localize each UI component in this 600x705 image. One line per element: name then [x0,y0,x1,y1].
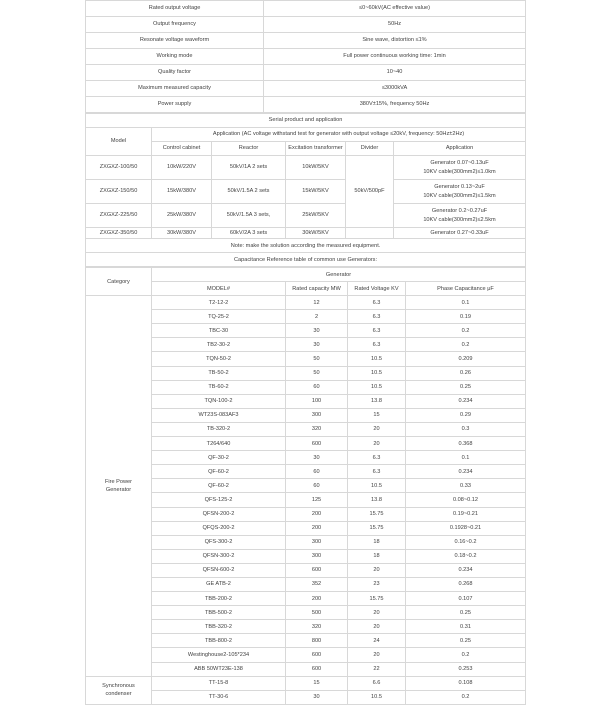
table-row [86,180,526,204]
capacitance-header-row-2 [86,282,526,296]
serial-application: Generator 0.27~0.33uF [394,228,526,239]
table-row [86,493,526,507]
generator-phase-capacitance: 0.209 [406,352,526,366]
serial-application [394,180,526,204]
generator-voltage: 6.3 [348,324,406,338]
column-header-rated-capacity: Rated capacity MW [286,282,348,296]
generator-phase-capacitance: 0.08~0.12 [406,493,526,507]
generator-phase-capacitance: 0.18~0.2 [406,549,526,563]
column-header-reactor: Reactor [212,142,286,156]
generator-capacity: 50 [286,352,348,366]
generator-phase-capacitance: 0.2 [406,338,526,352]
spec-label: Resonate voltage waveform [86,33,264,49]
serial-product-table [85,113,526,267]
generator-voltage: 6.6 [348,676,406,690]
category-label-line1: Synchronous [102,683,135,690]
generator-capacity: 300 [286,549,348,563]
serial-reactor: 50kV/1.5A 2 sets [212,180,286,204]
table-row [86,81,526,97]
generator-model: GE ATB-2 [152,577,286,591]
generator-phase-capacitance: 0.19~0.21 [406,507,526,521]
generator-voltage: 20 [348,437,406,451]
column-header-model: Model [86,128,152,156]
generator-capacity: 320 [286,620,348,634]
generator-phase-capacitance: 0.368 [406,437,526,451]
generator-voltage: 15 [348,408,406,422]
generator-model: TBC-30 [152,324,286,338]
table-row [86,634,526,648]
generator-capacity: 30 [286,451,348,465]
generator-capacity: 60 [286,479,348,493]
serial-model: ZXGXZ-150/50 [86,180,152,204]
generator-model: TQN-100-2 [152,394,286,408]
table-row [86,690,526,704]
generator-model: QF-60-2 [152,479,286,493]
generator-model: TBB-500-2 [152,606,286,620]
generator-phase-capacitance: 0.1 [406,451,526,465]
generator-capacity: 2 [286,310,348,324]
table-row [86,17,526,33]
generator-model: QFSN-600-2 [152,563,286,577]
generator-phase-capacitance: 0.253 [406,662,526,676]
generator-phase-capacitance: 0.108 [406,676,526,690]
serial-divider-empty [346,228,394,239]
generator-phase-capacitance: 0.2 [406,690,526,704]
table-row [86,465,526,479]
generator-voltage: 20 [348,422,406,436]
spec-value: 50Hz [264,17,526,33]
spec-label: Working mode [86,49,264,65]
generator-model: TQN-50-2 [152,352,286,366]
generator-model: T2-12-2 [152,296,286,310]
generator-model: QFSN-200-2 [152,507,286,521]
generator-phase-capacitance: 0.2 [406,324,526,338]
generator-model: WT23S-083AF3 [152,408,286,422]
category-label-line1: Fire Power [104,478,133,485]
serial-reactor: 60kV/2A 3 sets [212,228,286,239]
serial-application-line2: 10KV cable(300mm2)≤1.0km [423,168,496,175]
table-row [86,577,526,591]
serial-model: ZXGXZ-225/50 [86,204,152,228]
column-header-generator-group: Generator [152,268,526,282]
generator-capacity: 600 [286,662,348,676]
serial-application-line1: Generator 0.13~2uF [434,184,485,191]
spec-value: ≤3000kVA [264,81,526,97]
table-row [86,479,526,493]
table-row [86,563,526,577]
generator-phase-capacitance: 0.16~0.2 [406,535,526,549]
spec-value: 10~40 [264,65,526,81]
generator-voltage: 15.75 [348,592,406,606]
serial-application-line1: Generator 0.07~0.13uF [430,160,489,167]
generator-voltage: 20 [348,606,406,620]
generator-phase-capacitance: 0.268 [406,577,526,591]
generator-capacity: 30 [286,690,348,704]
table-row [86,676,526,690]
generator-voltage: 20 [348,563,406,577]
generator-model: TT-15-8 [152,676,286,690]
generator-capacity: 320 [286,422,348,436]
table-row [86,49,526,65]
generator-capacity: 600 [286,437,348,451]
generator-voltage: 23 [348,577,406,591]
serial-model: ZXGXZ-350/50 [86,228,152,239]
category-label-line2: Generator [105,486,132,493]
generator-model: QF-30-2 [152,451,286,465]
table-row [86,394,526,408]
spec-label: Power supply [86,97,264,113]
spec-sheet [85,0,525,705]
generator-voltage: 10.5 [348,380,406,394]
generator-voltage: 10.5 [348,690,406,704]
serial-header-row-1 [86,128,526,142]
generator-phase-capacitance: 0.234 [406,394,526,408]
column-header-control-cabinet: Control cabinet [152,142,212,156]
table-row [86,296,526,310]
generator-voltage: 18 [348,535,406,549]
generator-voltage: 13.8 [348,394,406,408]
generator-model: QFS-125-2 [152,493,286,507]
serial-control-cabinet: 15kW/380V [152,180,212,204]
generator-model: TBB-200-2 [152,592,286,606]
generator-capacity: 50 [286,366,348,380]
generator-voltage: 15.75 [348,507,406,521]
table-row [86,648,526,662]
generator-model: TB2-30-2 [152,338,286,352]
spec-value: 380V±15%, frequency 50Hz [264,97,526,113]
generator-model: TBB-320-2 [152,620,286,634]
capacitance-section-title-row [86,253,526,267]
category-label-synchronous-condenser [86,676,152,704]
column-header-model: MODEL# [152,282,286,296]
table-row [86,366,526,380]
generator-capacity: 100 [286,394,348,408]
generator-capacity: 60 [286,380,348,394]
generator-model: QF-60-2 [152,465,286,479]
table-row [86,592,526,606]
table-row [86,437,526,451]
table-row [86,451,526,465]
table-row [86,33,526,49]
generator-voltage: 6.3 [348,310,406,324]
generator-capacity: 60 [286,465,348,479]
generator-model: QFQS-200-2 [152,521,286,535]
generator-phase-capacitance: 0.3 [406,422,526,436]
generator-voltage: 10.5 [348,366,406,380]
generator-capacity: 300 [286,408,348,422]
generator-model: TBB-800-2 [152,634,286,648]
generator-phase-capacitance: 0.25 [406,380,526,394]
generator-phase-capacitance: 0.33 [406,479,526,493]
column-header-divider: Divider [346,142,394,156]
generator-capacity: 30 [286,324,348,338]
generator-capacity: 200 [286,521,348,535]
serial-header-row-2 [86,142,526,156]
specification-table [85,0,526,113]
serial-note-row [86,239,526,253]
generator-model: TB-320-2 [152,422,286,436]
serial-application-line1: Generator 0.2~0.27uF [431,208,488,215]
spec-value: Full power continuous working time: 1min [264,49,526,65]
table-row [86,324,526,338]
generator-phase-capacitance: 0.107 [406,592,526,606]
generator-phase-capacitance: 0.29 [406,408,526,422]
generator-voltage: 18 [348,549,406,563]
generator-model: TQ-25-2 [152,310,286,324]
table-row [86,310,526,324]
serial-section-title: Serial product and application [86,114,526,128]
column-header-excitation-transformer: Excitation transformer [286,142,346,156]
generator-voltage: 10.5 [348,352,406,366]
table-row [86,521,526,535]
capacitance-section-title: Capacitance Reference table of common use Generators: [86,253,526,267]
serial-model: ZXGXZ-100/50 [86,156,152,180]
capacitance-header-row-1 [86,268,526,282]
generator-phase-capacitance: 0.31 [406,620,526,634]
generator-capacity: 600 [286,648,348,662]
generator-voltage: 13.8 [348,493,406,507]
generator-capacity: 500 [286,606,348,620]
generator-voltage: 24 [348,634,406,648]
serial-control-cabinet: 25kW/380V [152,204,212,228]
serial-application-line2: 10KV cable(300mm2)≤1.5km [423,192,496,199]
table-row [86,1,526,17]
generator-model: ABB 50WT23E-138 [152,662,286,676]
serial-reactor: 50kV/1A 2 sets [212,156,286,180]
generator-capacity: 200 [286,507,348,521]
table-row [86,408,526,422]
generator-phase-capacitance: 0.1 [406,296,526,310]
table-row [86,620,526,634]
spec-value: ≤0~60kV(AC effective value) [264,1,526,17]
table-row [86,204,526,228]
generator-model: TT-30-6 [152,690,286,704]
table-row [86,97,526,113]
generator-voltage: 6.3 [348,465,406,479]
serial-reactor: 50kV/1.5A 3 sets, [212,204,286,228]
generator-model: T264/640 [152,437,286,451]
generator-capacity: 15 [286,676,348,690]
generator-capacity: 30 [286,338,348,352]
generator-capacity: 800 [286,634,348,648]
serial-control-cabinet: 30kW/380V [152,228,212,239]
serial-excitation-transformer: 30kW/5KV [286,228,346,239]
generator-model: QFS-300-2 [152,535,286,549]
capacitance-table-body [86,268,526,705]
generator-phase-capacitance: 0.2 [406,648,526,662]
generator-phase-capacitance: 0.25 [406,606,526,620]
generator-capacity: 600 [286,563,348,577]
category-label-line2: condenser [105,691,132,698]
serial-application-line2: 10KV cable(300mm2)≤2.5km [423,216,496,223]
column-header-application: Application [394,142,526,156]
table-row [86,228,526,239]
generator-model: TB-60-2 [152,380,286,394]
generator-voltage: 10.5 [348,479,406,493]
table-row [86,352,526,366]
table-row [86,422,526,436]
generator-capacity: 200 [286,592,348,606]
table-row [86,549,526,563]
serial-control-cabinet: 10kW/220V [152,156,212,180]
serial-application [394,204,526,228]
table-row [86,606,526,620]
serial-excitation-transformer: 10kW/5KV [286,156,346,180]
category-label-fire-power-generator [86,296,152,677]
capacitance-table [85,267,526,705]
table-row [86,507,526,521]
generator-voltage: 6.3 [348,296,406,310]
generator-voltage: 20 [348,620,406,634]
generator-voltage: 22 [348,662,406,676]
serial-divider: 50kV/500pF [346,156,394,228]
spec-label: Rated output voltage [86,1,264,17]
spec-label: Output frequency [86,17,264,33]
table-row [86,65,526,81]
generator-capacity: 125 [286,493,348,507]
generator-capacity: 352 [286,577,348,591]
column-header-rated-voltage: Rated Voltage KV [348,282,406,296]
table-row [86,535,526,549]
table-row [86,156,526,180]
generator-phase-capacitance: 0.19 [406,310,526,324]
table-row [86,380,526,394]
serial-excitation-transformer: 25kW/5KV [286,204,346,228]
table-row [86,338,526,352]
serial-note: Note: make the solution according the measured equipment. [86,239,526,253]
generator-model: QFSN-300-2 [152,549,286,563]
generator-voltage: 20 [348,648,406,662]
generator-capacity: 300 [286,535,348,549]
generator-phase-capacitance: 0.25 [406,634,526,648]
generator-phase-capacitance: 0.234 [406,465,526,479]
generator-voltage: 6.3 [348,338,406,352]
serial-excitation-transformer: 15kW/5KV [286,180,346,204]
spec-table-body [86,1,526,113]
generator-capacity: 12 [286,296,348,310]
column-header-application-group: Application (AC voltage withstand test for generator with output voltage ≤20kV, frequency: 50Hz±2Hz) [152,128,526,142]
generator-voltage: 15.75 [348,521,406,535]
column-header-category: Category [86,268,152,296]
generator-model: Westinghouse2-105*234 [152,648,286,662]
serial-table-body [86,114,526,267]
generator-phase-capacitance: 0.26 [406,366,526,380]
table-row [86,662,526,676]
spec-label: Quality factor [86,65,264,81]
serial-application [394,156,526,180]
serial-section-title-row [86,114,526,128]
spec-label: Maximum measured capacity [86,81,264,97]
generator-phase-capacitance: 0.234 [406,563,526,577]
generator-voltage: 6.3 [348,451,406,465]
column-header-phase-capacitance: Phase Capacitance μF [406,282,526,296]
spec-value: Sine wave, distortion ≤1% [264,33,526,49]
generator-phase-capacitance: 0.1928~0.21 [406,521,526,535]
generator-model: TB-50-2 [152,366,286,380]
